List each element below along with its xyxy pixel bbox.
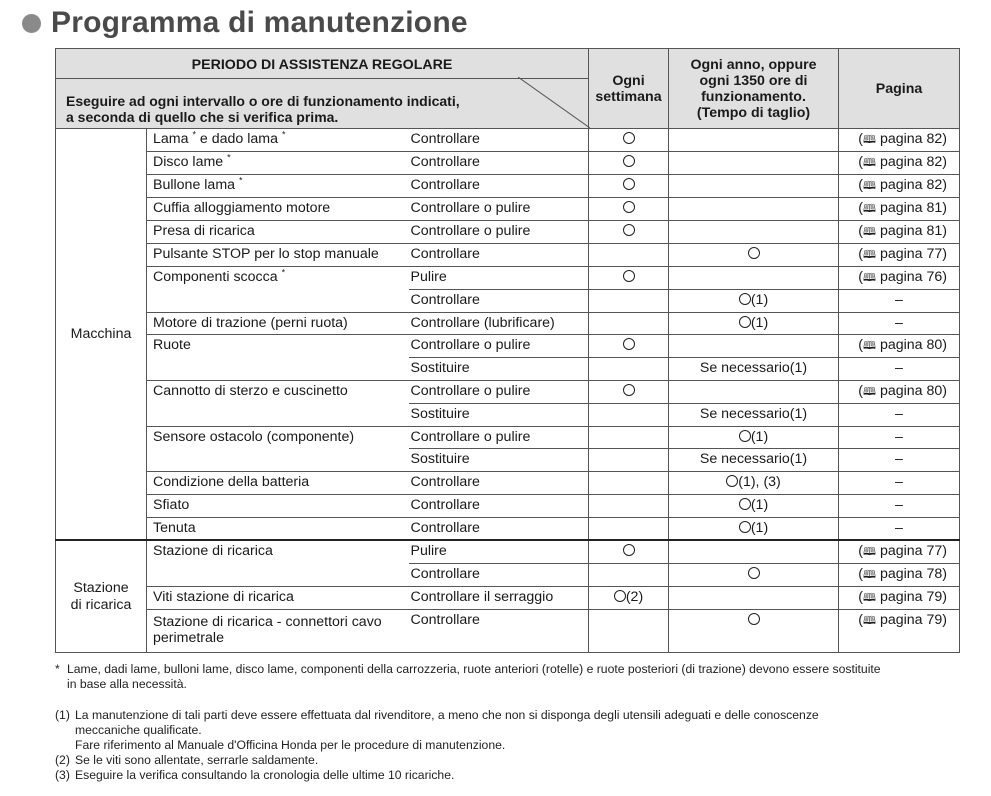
yearly-cell: (1) xyxy=(669,517,839,540)
yearly-cell xyxy=(669,335,839,358)
page-cell: – xyxy=(839,290,960,313)
table-row xyxy=(56,449,960,472)
page-cell: (🕮 pagina 79) xyxy=(839,587,960,610)
circle-mark-icon xyxy=(748,567,760,579)
item-cell xyxy=(147,449,409,472)
weekly-cell xyxy=(589,335,669,358)
item-cell: Pulsante STOP per lo stop manuale xyxy=(147,244,409,267)
item-cell xyxy=(147,358,409,381)
circle-mark-icon xyxy=(623,270,635,282)
book-icon: 🕮 xyxy=(863,569,876,582)
yearly-cell: (1), (3) xyxy=(669,472,839,495)
item-cell: Bullone lama * xyxy=(147,175,409,198)
yearly-cell: Se necessario(1) xyxy=(669,358,839,381)
footnote-star: * Lame, dadi lame, bulloni lame, disco lame, componenti della carrozzeria, ruote anteriori (rotelle) e ruote posteriori (di trazione) devono essere sostituite in base alla necessità. xyxy=(55,662,881,691)
item-cell: Componenti scocca * xyxy=(147,267,409,290)
weekly-cell xyxy=(589,267,669,290)
yearly-cell: (1) xyxy=(669,290,839,313)
yearly-cell: Se necessario(1) xyxy=(669,449,839,472)
table-row xyxy=(56,175,960,198)
table-row xyxy=(56,198,960,221)
table-row xyxy=(56,312,960,335)
book-icon: 🕮 xyxy=(863,592,876,605)
weekly-cell xyxy=(589,517,669,540)
weekly-cell: (2) xyxy=(589,587,669,610)
yearly-cell xyxy=(669,152,839,175)
page-cell: (🕮 pagina 77) xyxy=(839,244,960,267)
page-cell: (🕮 pagina 81) xyxy=(839,221,960,244)
action-cell: Controllare il serraggio xyxy=(409,587,589,610)
action-cell: Controllare o pulire xyxy=(409,221,589,244)
action-cell: Controllare o pulire xyxy=(409,426,589,449)
circle-mark-icon xyxy=(739,316,751,328)
table-row xyxy=(56,517,960,540)
table-row xyxy=(56,540,960,564)
weekly-cell xyxy=(589,175,669,198)
table-row xyxy=(56,381,960,404)
action-cell: Controllare xyxy=(409,472,589,495)
weekly-cell xyxy=(589,610,669,653)
yearly-cell: (1) xyxy=(669,426,839,449)
page-cell: (🕮 pagina 77) xyxy=(839,540,960,564)
weekly-cell xyxy=(589,449,669,472)
table-row xyxy=(56,152,960,175)
footnote-1: (1) La manutenzione di tali parti deve essere effettuata dal rivenditore, a meno che non si disponga degli utensili adeguati e delle conoscenze meccaniche qualificate. Fare riferimento al Manuale d'Officina Honda per le procedure di manutenzione. xyxy=(55,708,819,752)
action-cell: Pulire xyxy=(409,540,589,564)
table-row xyxy=(56,267,960,290)
header-yearly: Ogni anno, oppure ogni 1350 ore di funzionamento. (Tempo di taglio) xyxy=(669,49,839,129)
page-cell: (🕮 pagina 82) xyxy=(839,152,960,175)
yearly-cell xyxy=(669,198,839,221)
action-cell: Controllare xyxy=(409,152,589,175)
book-icon: 🕮 xyxy=(863,226,876,238)
table-row xyxy=(56,426,960,449)
item-cell: Condizione della batteria xyxy=(147,472,409,495)
book-icon: 🕮 xyxy=(863,180,876,192)
item-cell: Ruote xyxy=(147,335,409,358)
weekly-cell xyxy=(589,494,669,517)
circle-mark-icon xyxy=(748,247,760,259)
item-cell: Motore di trazione (perni ruota) xyxy=(147,312,409,335)
item-cell xyxy=(147,290,409,313)
item-cell xyxy=(147,404,409,427)
item-cell xyxy=(147,564,409,587)
table-row xyxy=(56,335,960,358)
weekly-cell xyxy=(589,381,669,404)
weekly-cell xyxy=(589,358,669,381)
action-cell: Pulire xyxy=(409,267,589,290)
book-icon: 🕮 xyxy=(863,386,876,399)
action-cell: Controllare o pulire xyxy=(409,381,589,404)
yearly-cell xyxy=(669,587,839,610)
circle-mark-icon xyxy=(623,544,635,556)
action-cell: Controllare xyxy=(409,175,589,198)
weekly-cell xyxy=(589,198,669,221)
yearly-cell xyxy=(669,267,839,290)
yearly-cell xyxy=(669,129,839,152)
action-cell: Controllare xyxy=(409,610,589,653)
page-title: Programma di manutenzione xyxy=(51,6,468,39)
table-row xyxy=(56,129,960,152)
item-cell: Stazione di ricarica xyxy=(147,540,409,564)
table-row xyxy=(56,221,960,244)
yearly-cell xyxy=(669,221,839,244)
page-cell: (🕮 pagina 80) xyxy=(839,381,960,404)
table-row xyxy=(56,358,960,381)
table-row xyxy=(56,472,960,495)
page-cell: (🕮 pagina 76) xyxy=(839,267,960,290)
header-main-bottom: Eseguire ad ogni intervallo o ore di funzionamento indicati, a seconda di quello che si verifica prima. xyxy=(66,93,460,125)
action-cell: Controllare xyxy=(409,564,589,587)
action-cell: Controllare xyxy=(409,290,589,313)
book-icon: 🕮 xyxy=(863,546,876,559)
item-cell: Disco lame * xyxy=(147,152,409,175)
book-icon: 🕮 xyxy=(863,340,876,353)
action-cell: Controllare xyxy=(409,129,589,152)
yearly-cell xyxy=(669,244,839,267)
action-cell: Controllare xyxy=(409,494,589,517)
table-row xyxy=(56,244,960,267)
yearly-cell xyxy=(669,610,839,653)
item-cell: Cuffia alloggiamento motore xyxy=(147,198,409,221)
page-cell: – xyxy=(839,517,960,540)
circle-mark-icon xyxy=(623,201,635,213)
circle-mark-icon xyxy=(739,430,751,442)
page-cell: (🕮 pagina 79) xyxy=(839,610,960,653)
weekly-cell xyxy=(589,564,669,587)
weekly-cell xyxy=(589,290,669,313)
weekly-cell xyxy=(589,244,669,267)
yearly-cell xyxy=(669,381,839,404)
book-icon: 🕮 xyxy=(863,615,876,628)
category-machine: Macchina xyxy=(56,129,147,541)
page-cell: – xyxy=(839,449,960,472)
table-row xyxy=(56,587,960,610)
yearly-cell: (1) xyxy=(669,312,839,335)
page-cell: (🕮 pagina 78) xyxy=(839,564,960,587)
weekly-cell xyxy=(589,221,669,244)
circle-mark-icon xyxy=(739,293,751,305)
page-cell: (🕮 pagina 82) xyxy=(839,129,960,152)
weekly-cell xyxy=(589,129,669,152)
table-row xyxy=(56,404,960,427)
circle-mark-icon xyxy=(614,590,626,602)
table-row xyxy=(56,494,960,517)
yearly-cell xyxy=(669,540,839,564)
action-cell: Sostituire xyxy=(409,358,589,381)
circle-mark-icon xyxy=(623,155,635,167)
weekly-cell xyxy=(589,540,669,564)
item-cell: Sensore ostacolo (componente) xyxy=(147,426,409,449)
yearly-cell: (1) xyxy=(669,494,839,517)
page-cell: – xyxy=(839,404,960,427)
circle-mark-icon xyxy=(623,132,635,144)
table-row xyxy=(56,610,960,653)
table-row xyxy=(56,564,960,587)
page-cell: (🕮 pagina 80) xyxy=(839,335,960,358)
item-cell: Presa di ricarica xyxy=(147,221,409,244)
maintenance-table xyxy=(55,48,960,653)
action-cell: Controllare o pulire xyxy=(409,335,589,358)
circle-mark-icon xyxy=(623,338,635,350)
item-cell: Lama * e dado lama * xyxy=(147,129,409,152)
category-station: Stazione di ricarica xyxy=(56,540,147,653)
footnote-2: (2) Se le viti sono allentate, serrarle saldamente. xyxy=(55,753,319,767)
page-cell: – xyxy=(839,426,960,449)
weekly-cell xyxy=(589,312,669,335)
header-page: Pagina xyxy=(839,49,960,129)
yearly-cell: Se necessario(1) xyxy=(669,404,839,427)
book-icon: 🕮 xyxy=(863,134,876,146)
heading-bullet-icon xyxy=(22,14,41,33)
circle-mark-icon xyxy=(748,613,760,625)
page-cell: – xyxy=(839,494,960,517)
page-cell: (🕮 pagina 82) xyxy=(839,175,960,198)
circle-mark-icon xyxy=(623,384,635,396)
header-main-top: PERIODO DI ASSISTENZA REGOLARE xyxy=(56,52,588,79)
header-service-period xyxy=(56,49,589,129)
header-weekly: Ogni settimana xyxy=(589,49,669,129)
yearly-cell xyxy=(669,175,839,198)
item-cell: Viti stazione di ricarica xyxy=(147,587,409,610)
page-cell: (🕮 pagina 81) xyxy=(839,198,960,221)
action-cell: Controllare (lubrificare) xyxy=(409,312,589,335)
item-cell: Sfiato xyxy=(147,494,409,517)
book-icon: 🕮 xyxy=(863,272,876,284)
weekly-cell xyxy=(589,404,669,427)
yearly-cell xyxy=(669,564,839,587)
action-cell: Controllare xyxy=(409,244,589,267)
book-icon: 🕮 xyxy=(863,249,876,261)
weekly-cell xyxy=(589,426,669,449)
circle-mark-icon xyxy=(739,521,751,533)
action-cell: Controllare xyxy=(409,517,589,540)
page-cell: – xyxy=(839,358,960,381)
book-icon: 🕮 xyxy=(863,157,876,169)
page-cell: – xyxy=(839,472,960,495)
footnote-3: (3) Eseguire la verifica consultando la cronologia delle ultime 10 ricariche. xyxy=(55,768,455,782)
action-cell: Sostituire xyxy=(409,449,589,472)
weekly-cell xyxy=(589,472,669,495)
table-row xyxy=(56,290,960,313)
item-cell: Tenuta xyxy=(147,517,409,540)
action-cell: Sostituire xyxy=(409,404,589,427)
circle-mark-icon xyxy=(739,498,751,510)
action-cell: Controllare o pulire xyxy=(409,198,589,221)
circle-mark-icon xyxy=(623,224,635,236)
item-cell: Cannotto di sterzo e cuscinetto xyxy=(147,381,409,404)
weekly-cell xyxy=(589,152,669,175)
circle-mark-icon xyxy=(623,178,635,190)
circle-mark-icon xyxy=(726,475,738,487)
footnotes xyxy=(55,662,965,783)
page-cell: – xyxy=(839,312,960,335)
item-cell: Stazione di ricarica - connettori cavo perimetrale xyxy=(147,610,409,653)
book-icon: 🕮 xyxy=(863,203,876,215)
page-heading xyxy=(22,6,468,40)
